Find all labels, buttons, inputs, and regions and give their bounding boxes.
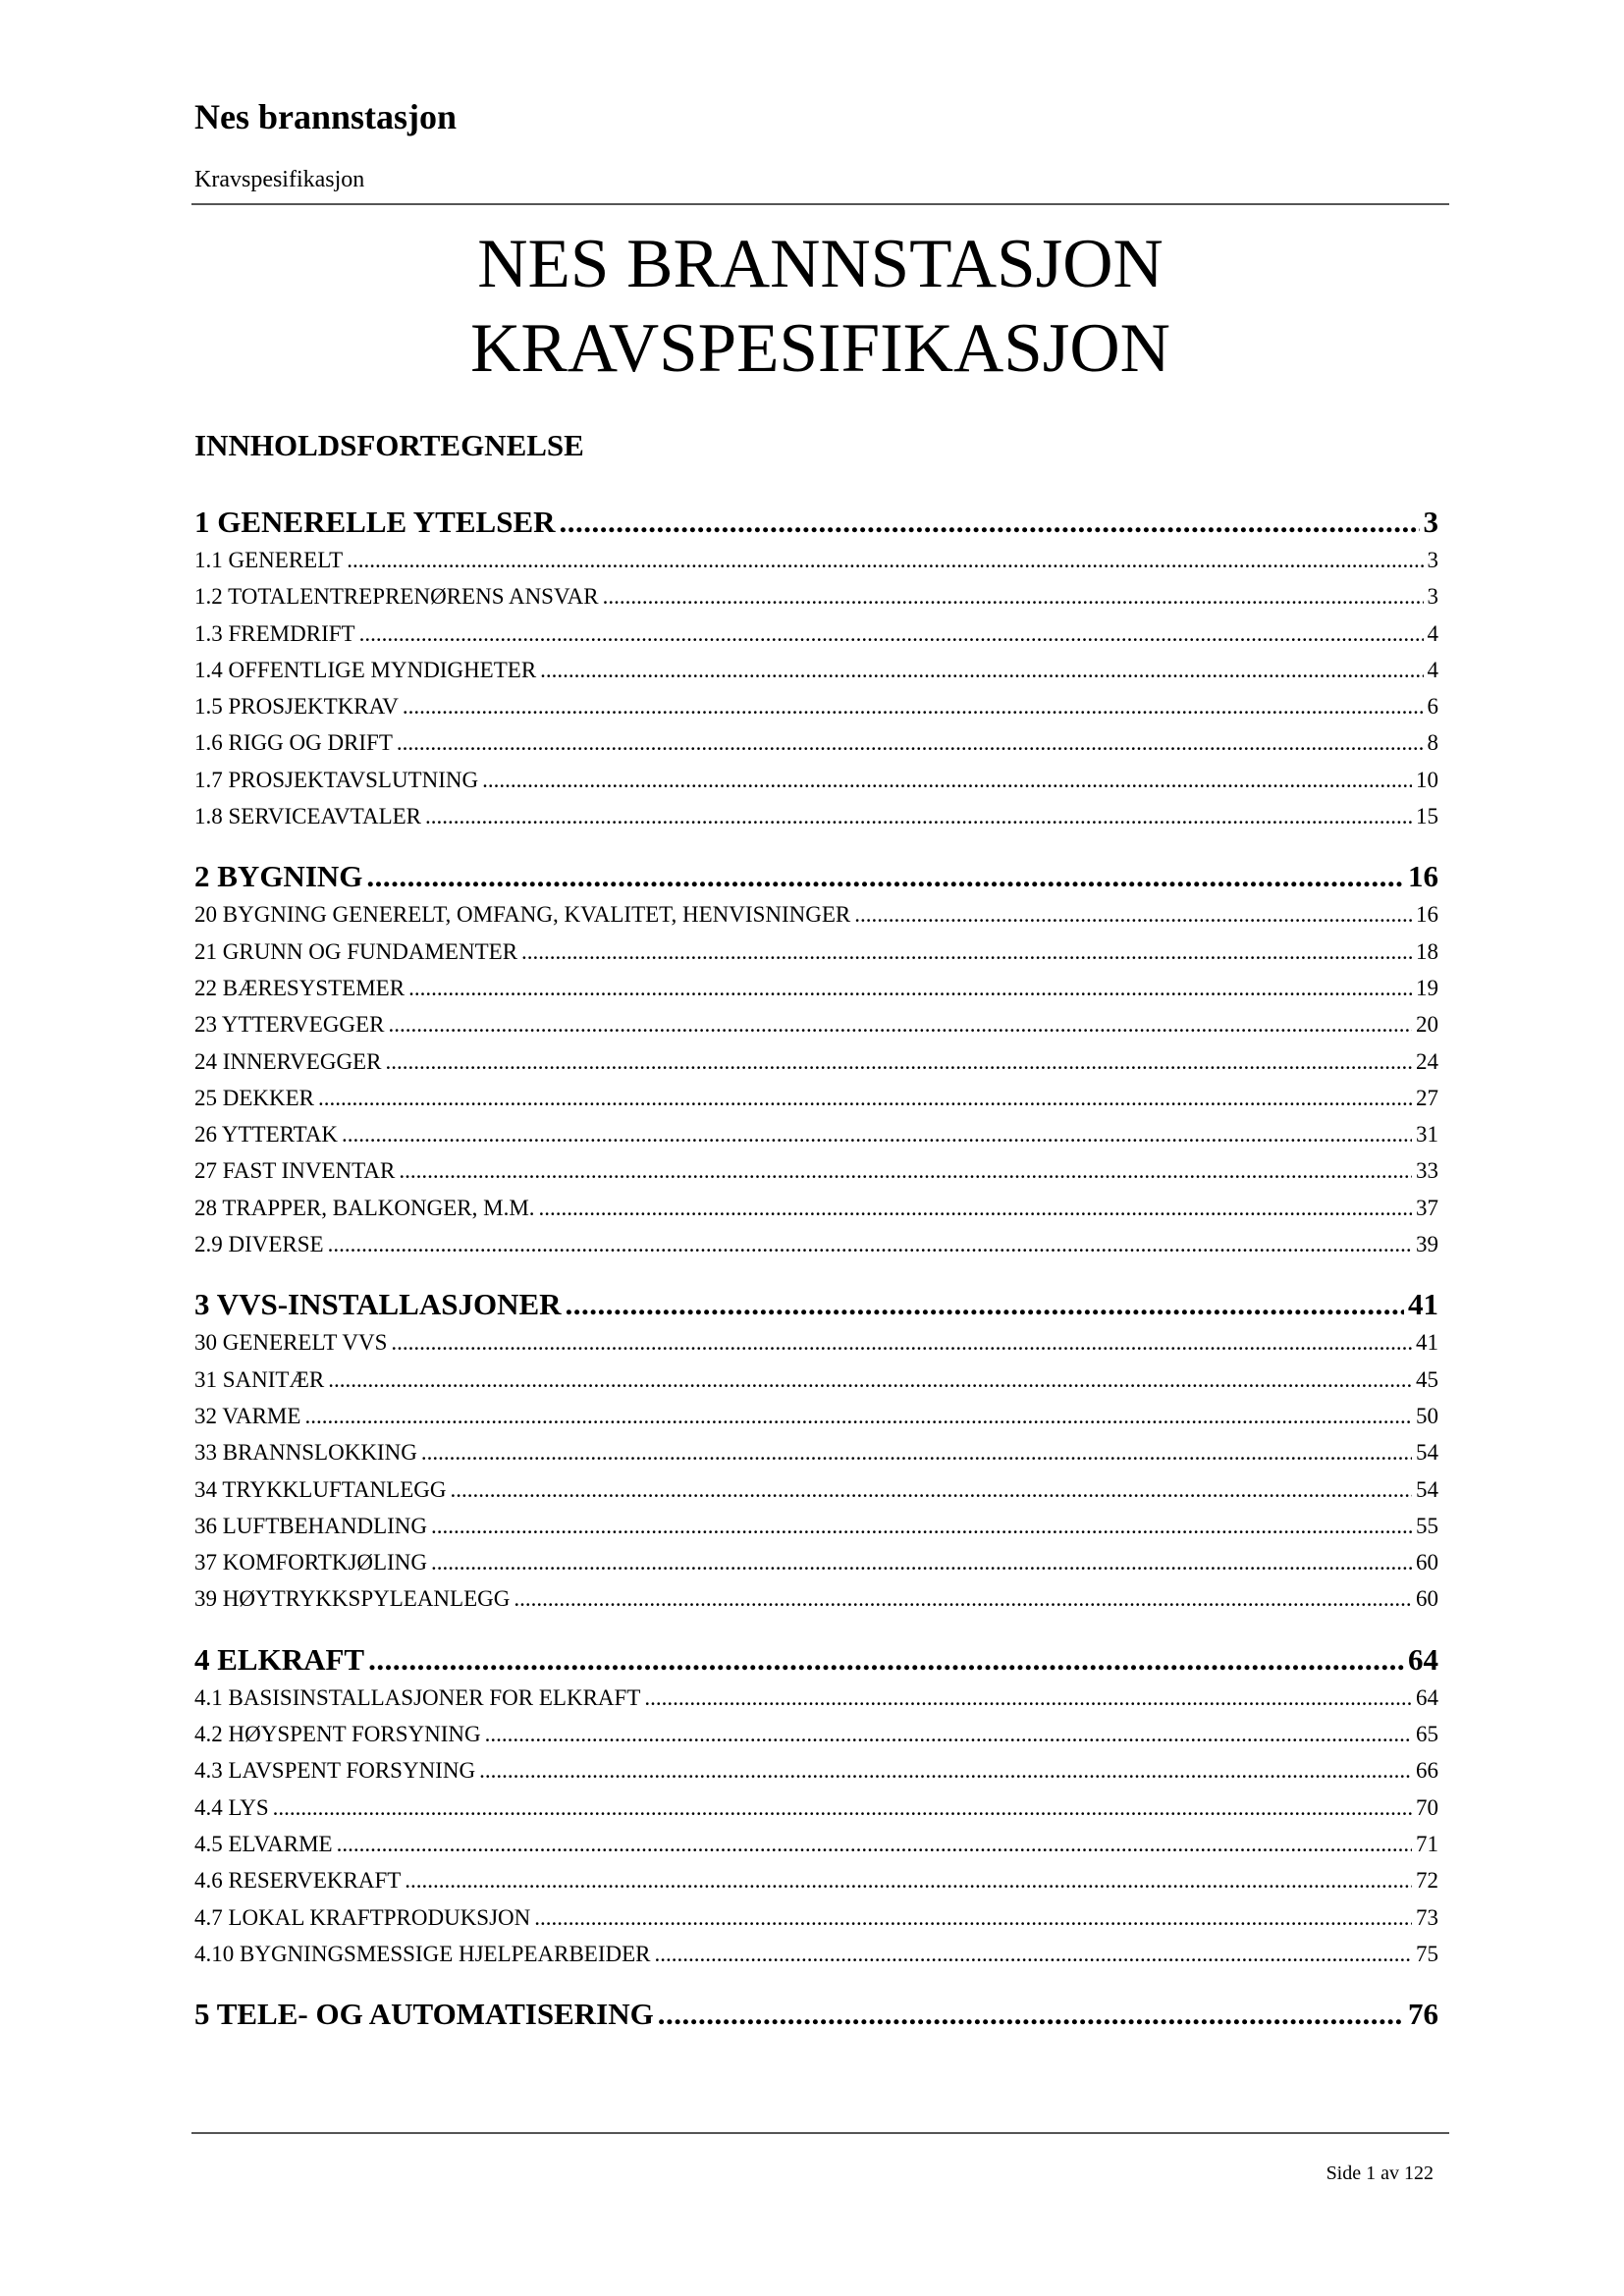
toc-entry-label: 28 TRAPPER, BALKONGER, M.M. bbox=[194, 1195, 535, 1220]
toc-entry-label: 30 GENERELT VVS bbox=[194, 1330, 388, 1356]
toc-entry[interactable] bbox=[194, 688, 1438, 724]
document-title-line-1: NES BRANNSTASJON bbox=[477, 226, 1164, 302]
toc-entry[interactable] bbox=[194, 1752, 1438, 1789]
toc-section-heading-label: 5 TELE- OG AUTOMATISERING bbox=[194, 1997, 654, 2032]
toc-entry-page-number: 60 bbox=[1416, 1586, 1438, 1612]
toc-entry-label: 20 BYGNING GENERELT, OMFANG, KVALITET, HENVISNINGER bbox=[194, 902, 851, 928]
dot-leader bbox=[403, 688, 1424, 724]
toc-entry[interactable] bbox=[194, 1508, 1438, 1544]
toc-entry-label: 34 TRYKKLUFTANLEGG bbox=[194, 1476, 447, 1502]
toc-section-heading-page-number: 41 bbox=[1408, 1287, 1438, 1322]
toc-entry-label: 36 LUFTBEHANDLING bbox=[194, 1513, 428, 1538]
header-subtitle: Kravspesifikasjon bbox=[194, 167, 365, 192]
toc-entry-page-number: 18 bbox=[1416, 938, 1438, 964]
toc-entry-page-number: 39 bbox=[1416, 1232, 1438, 1257]
dot-leader bbox=[854, 896, 1412, 933]
toc-section-heading-page-number: 16 bbox=[1408, 859, 1438, 894]
toc-entry-page-number: 16 bbox=[1416, 902, 1438, 928]
toc-entry[interactable] bbox=[194, 1789, 1438, 1826]
header-title: Nes brannstasjon bbox=[194, 97, 458, 136]
dot-leader bbox=[304, 1398, 1412, 1434]
toc-entry-page-number: 70 bbox=[1416, 1794, 1438, 1820]
toc-entry-page-number: 66 bbox=[1416, 1758, 1438, 1784]
dot-leader bbox=[560, 503, 1420, 542]
toc-entry-label: 4.7 LOKAL KRAFTPRODUKSJON bbox=[194, 1904, 531, 1930]
dot-leader bbox=[337, 1826, 1412, 1862]
toc-entry[interactable] bbox=[194, 724, 1438, 761]
toc-entry[interactable] bbox=[194, 1434, 1438, 1470]
toc-entry-label: 32 VARME bbox=[194, 1403, 301, 1428]
toc-entry-page-number: 33 bbox=[1416, 1158, 1438, 1184]
toc-entry-label: 4.3 LAVSPENT FORSYNING bbox=[194, 1758, 476, 1784]
toc-section bbox=[194, 1640, 1438, 1972]
dot-leader bbox=[425, 798, 1412, 834]
dot-leader bbox=[328, 1226, 1412, 1262]
dot-leader bbox=[603, 578, 1424, 614]
toc-entry-page-number: 60 bbox=[1416, 1550, 1438, 1575]
toc-entry[interactable] bbox=[194, 1362, 1438, 1398]
toc-entry[interactable] bbox=[194, 934, 1438, 970]
toc-entry-label: 23 YTTERVEGGER bbox=[194, 1012, 385, 1038]
toc-entry[interactable] bbox=[194, 615, 1438, 652]
dot-leader bbox=[431, 1508, 1412, 1544]
toc-entry-page-number: 4 bbox=[1427, 620, 1438, 646]
toc-section-heading-page-number: 64 bbox=[1408, 1641, 1438, 1677]
toc-entry-page-number: 50 bbox=[1416, 1403, 1438, 1428]
document-title-line-2: KRAVSPESIFIKASJON bbox=[470, 310, 1170, 387]
toc-entry-label: 1.5 PROSJEKTKRAV bbox=[194, 694, 399, 720]
dot-leader bbox=[397, 724, 1424, 761]
dot-leader bbox=[347, 542, 1423, 578]
toc-entry-label: 21 GRUNN OG FUNDAMENTER bbox=[194, 938, 518, 964]
dot-leader bbox=[328, 1362, 1412, 1398]
toc-entry[interactable] bbox=[194, 1544, 1438, 1580]
toc-entry-page-number: 54 bbox=[1416, 1440, 1438, 1466]
dot-leader bbox=[273, 1789, 1412, 1826]
dot-leader bbox=[644, 1680, 1412, 1716]
toc-entry-label: 27 FAST INVENTAR bbox=[194, 1158, 396, 1184]
toc-entry[interactable] bbox=[194, 1080, 1438, 1116]
dot-leader bbox=[342, 1116, 1412, 1152]
header-divider bbox=[191, 203, 1449, 205]
dot-leader bbox=[421, 1434, 1412, 1470]
toc-entry-page-number: 71 bbox=[1416, 1831, 1438, 1856]
toc-section-heading-label: 4 ELKRAFT bbox=[194, 1641, 365, 1677]
toc-entry[interactable] bbox=[194, 1324, 1438, 1361]
toc-section bbox=[194, 503, 1438, 834]
toc-entry[interactable] bbox=[194, 1862, 1438, 1898]
toc-entry-label: 26 YTTERTAK bbox=[194, 1122, 339, 1148]
dot-leader bbox=[359, 615, 1424, 652]
toc-entry-label: 4.6 RESERVEKRAFT bbox=[194, 1868, 402, 1894]
dot-leader bbox=[391, 1324, 1412, 1361]
dot-leader bbox=[431, 1544, 1412, 1580]
toc-entry[interactable] bbox=[194, 1471, 1438, 1508]
footer-divider bbox=[191, 2132, 1449, 2134]
toc-entry-page-number: 8 bbox=[1427, 730, 1438, 756]
toc-section-heading-label: 3 VVS-INSTALLASJONER bbox=[194, 1287, 562, 1322]
dot-leader bbox=[521, 934, 1412, 970]
toc-entry[interactable] bbox=[194, 798, 1438, 834]
toc-entry-label: 1.2 TOTALENTREPRENØRENS ANSVAR bbox=[194, 584, 599, 610]
toc-entry[interactable] bbox=[194, 578, 1438, 614]
toc-entry[interactable] bbox=[194, 1936, 1438, 1972]
toc-entry[interactable] bbox=[194, 1680, 1438, 1716]
toc-entry[interactable] bbox=[194, 1190, 1438, 1226]
toc-entry-page-number: 41 bbox=[1416, 1330, 1438, 1356]
toc-entry[interactable] bbox=[194, 1043, 1438, 1080]
toc-section bbox=[194, 857, 1438, 1262]
table-of-contents bbox=[194, 503, 1438, 2056]
toc-section-heading[interactable] bbox=[194, 503, 1438, 542]
toc-entry-label: 39 HØYTRYKKSPYLEANLEGG bbox=[194, 1586, 511, 1612]
toc-entry-page-number: 65 bbox=[1416, 1722, 1438, 1747]
toc-entry-label: 4.5 ELVARME bbox=[194, 1831, 333, 1856]
toc-section bbox=[194, 1995, 1438, 2034]
toc-entry-page-number: 10 bbox=[1416, 767, 1438, 792]
toc-entry[interactable] bbox=[194, 1152, 1438, 1189]
toc-entry-label: 31 SANITÆR bbox=[194, 1366, 325, 1392]
document-title bbox=[191, 222, 1449, 391]
toc-entry-page-number: 31 bbox=[1416, 1122, 1438, 1148]
toc-entry-page-number: 24 bbox=[1416, 1048, 1438, 1074]
toc-entry[interactable] bbox=[194, 1226, 1438, 1262]
toc-entry[interactable] bbox=[194, 1716, 1438, 1752]
toc-entry-page-number: 64 bbox=[1416, 1684, 1438, 1710]
toc-entry[interactable] bbox=[194, 1398, 1438, 1434]
toc-entry-page-number: 55 bbox=[1416, 1513, 1438, 1538]
dot-leader bbox=[368, 1640, 1404, 1680]
toc-entry[interactable] bbox=[194, 652, 1438, 688]
dot-leader bbox=[408, 970, 1412, 1006]
toc-entry-page-number: 73 bbox=[1416, 1904, 1438, 1930]
dot-leader bbox=[655, 1936, 1413, 1972]
toc-entry-label: 4.4 LYS bbox=[194, 1794, 269, 1820]
toc-section-heading-page-number: 76 bbox=[1408, 1997, 1438, 2032]
dot-leader bbox=[450, 1471, 1412, 1508]
toc-entry[interactable] bbox=[194, 896, 1438, 933]
toc-section-heading[interactable] bbox=[194, 1640, 1438, 1680]
toc-entry-label: 4.2 HØYSPENT FORSYNING bbox=[194, 1722, 481, 1747]
dot-leader bbox=[366, 857, 1404, 896]
toc-section bbox=[194, 1285, 1438, 1617]
dot-leader bbox=[539, 1190, 1412, 1226]
toc-entry-label: 4.10 BYGNINGSMESSIGE HJELPEARBEIDER bbox=[194, 1941, 651, 1966]
toc-entry-label: 33 BRANNSLOKKING bbox=[194, 1440, 417, 1466]
toc-entry-page-number: 19 bbox=[1416, 975, 1438, 1000]
toc-entry-label: 1.1 GENERELT bbox=[194, 548, 344, 572]
toc-section-heading[interactable] bbox=[194, 857, 1438, 896]
toc-entry[interactable] bbox=[194, 1899, 1438, 1936]
toc-entry-label: 4.1 BASISINSTALLASJONER FOR ELKRAFT bbox=[194, 1684, 641, 1710]
toc-entry-label: 37 KOMFORTKJØLING bbox=[194, 1550, 427, 1575]
dot-leader bbox=[540, 652, 1423, 688]
toc-entry-label: 1.6 RIGG OG DRIFT bbox=[194, 730, 393, 756]
dot-leader bbox=[658, 1995, 1404, 2034]
dot-leader bbox=[534, 1899, 1412, 1936]
toc-entry-page-number: 54 bbox=[1416, 1476, 1438, 1502]
dot-leader bbox=[482, 762, 1412, 798]
toc-entry-page-number: 45 bbox=[1416, 1366, 1438, 1392]
toc-entry-label: 24 INNERVEGGER bbox=[194, 1048, 382, 1074]
toc-entry-page-number: 3 bbox=[1427, 584, 1438, 610]
toc-entry-label: 1.3 FREMDRIFT bbox=[194, 620, 355, 646]
toc-entry[interactable] bbox=[194, 542, 1438, 578]
toc-entry-page-number: 4 bbox=[1427, 657, 1438, 682]
dot-leader bbox=[514, 1580, 1412, 1617]
toc-entry[interactable] bbox=[194, 970, 1438, 1006]
toc-entry[interactable] bbox=[194, 1826, 1438, 1862]
footer-page-number: Side 1 av 122 bbox=[1326, 2163, 1434, 2184]
toc-entry-page-number: 6 bbox=[1427, 694, 1438, 720]
dot-leader bbox=[385, 1043, 1412, 1080]
toc-section-heading-label: 1 GENERELLE YTELSER bbox=[194, 505, 556, 539]
toc-entry-page-number: 15 bbox=[1416, 804, 1438, 829]
toc-entry[interactable] bbox=[194, 1580, 1438, 1617]
toc-entry-label: 22 BÆRESYSTEMER bbox=[194, 975, 406, 1000]
toc-entry-page-number: 75 bbox=[1416, 1941, 1438, 1966]
toc-entry-label: 1.8 SERVICEAVTALER bbox=[194, 804, 422, 829]
toc-entry-page-number: 27 bbox=[1416, 1085, 1438, 1110]
toc-section-heading-page-number: 3 bbox=[1423, 505, 1438, 539]
toc-entry-label: 2.9 DIVERSE bbox=[194, 1232, 324, 1257]
toc-entry-label: 25 DEKKER bbox=[194, 1085, 315, 1110]
toc-entry[interactable] bbox=[194, 1116, 1438, 1152]
toc-entry-label: 1.7 PROSJEKTAVSLUTNING bbox=[194, 767, 479, 792]
dot-leader bbox=[399, 1152, 1412, 1189]
toc-section-heading[interactable] bbox=[194, 1285, 1438, 1324]
dot-leader bbox=[318, 1080, 1412, 1116]
dot-leader bbox=[405, 1862, 1412, 1898]
toc-section-heading[interactable] bbox=[194, 1995, 1438, 2034]
dot-leader bbox=[566, 1285, 1404, 1324]
toc-entry-page-number: 20 bbox=[1416, 1012, 1438, 1038]
toc-heading: INNHOLDSFORTEGNELSE bbox=[194, 428, 584, 462]
toc-entry-page-number: 3 bbox=[1427, 548, 1438, 572]
toc-section-heading-label: 2 BYGNING bbox=[194, 859, 363, 894]
toc-entry[interactable] bbox=[194, 762, 1438, 798]
toc-entry-page-number: 37 bbox=[1416, 1195, 1438, 1220]
dot-leader bbox=[485, 1716, 1412, 1752]
dot-leader bbox=[479, 1752, 1412, 1789]
toc-entry-page-number: 72 bbox=[1416, 1868, 1438, 1894]
dot-leader bbox=[388, 1006, 1412, 1042]
toc-entry-label: 1.4 OFFENTLIGE MYNDIGHETER bbox=[194, 657, 537, 682]
toc-entry[interactable] bbox=[194, 1006, 1438, 1042]
